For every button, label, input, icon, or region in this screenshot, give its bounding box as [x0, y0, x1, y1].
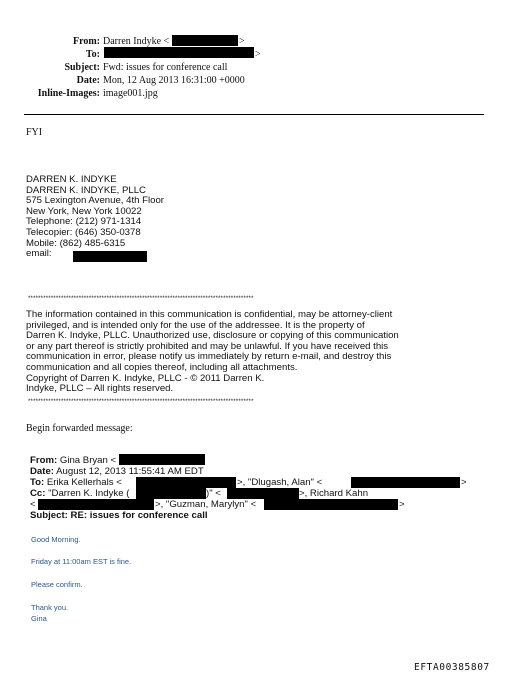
- from-value: Darren Indyke <: [103, 36, 170, 47]
- fwd-cc-mid2: >, Richard Kahn: [299, 488, 369, 499]
- fwd-to-value: Erika Kellerhals <: [46, 477, 122, 488]
- signature-line: 575 Lexington Avenue, 4th Floor: [26, 195, 164, 207]
- signature-line: Mobile: (862) 485-6315: [26, 237, 126, 249]
- fwd-from-label: From:: [30, 455, 58, 466]
- redaction: [136, 488, 206, 499]
- disclaimer-line: Darren K. Indyke, PLLC. Unauthorized use, disclosure or copying of this communication: [26, 330, 399, 342]
- redaction: [104, 47, 254, 58]
- inline-images-value: image001.jpg: [103, 88, 158, 99]
- signature-line: New York, New York 10022: [26, 205, 142, 217]
- redaction: [136, 477, 236, 488]
- fwd-date-label: Date:: [30, 466, 54, 477]
- message-line: Good Morning.: [31, 535, 81, 544]
- disclaimer-line: The information contained in this communication is confidential, may be attorney-client: [26, 309, 393, 320]
- redaction: [264, 499, 398, 510]
- to-tail: >: [255, 49, 261, 60]
- redaction: [227, 488, 299, 499]
- fwd-subject-label: Subject:: [30, 510, 68, 521]
- fwd-from-line: [30, 455, 116, 466]
- disclaimer-line: or any part thereof is strictly prohibited and may be unlawful. If you have received this: [26, 340, 389, 352]
- signature-line: Telecopier: (646) 350-0378: [26, 226, 141, 238]
- fwd-subject-line: [30, 510, 208, 521]
- signature-line: email:: [26, 248, 52, 260]
- fwd-cc2-start: <: [30, 499, 36, 510]
- fwd-date-value: August 12, 2013 11:55:41 AM EDT: [56, 466, 204, 477]
- fwd-cc-mid1: )" <: [206, 488, 221, 499]
- fwd-to-mid: >, "Dlugash, Alan" <: [237, 477, 323, 488]
- disclaimer-block: [26, 310, 399, 395]
- fwd-cc-line: [30, 488, 129, 499]
- message-line: Thank you.: [31, 603, 69, 612]
- fwd-date-line: [30, 466, 204, 477]
- date-value: Mon, 12 Aug 2013 16:31:00 +0000: [103, 75, 245, 86]
- disclaimer-stars-bottom: *****************************************************************************************: [28, 399, 254, 405]
- fwd-cc2-mid: >, "Guzman, Marylyn" <: [155, 499, 257, 510]
- begin-forwarded-text: Begin forwarded message:: [26, 423, 133, 434]
- subject-value: Fwd: issues for conference call: [103, 62, 228, 73]
- from-label: From:: [72, 36, 100, 47]
- redaction: [172, 35, 238, 46]
- fwd-to-label-line: [30, 477, 122, 488]
- fwd-to-tail: >: [461, 477, 467, 488]
- fwd-cc2-tail: >: [399, 499, 405, 510]
- date-label: Date:: [76, 75, 100, 86]
- signature-line: DARREN K. INDYKE: [26, 174, 117, 185]
- signature-block: [26, 175, 164, 260]
- redaction: [73, 251, 147, 262]
- fwd-cc-value: "Darren K. Indyke (: [48, 488, 130, 499]
- disclaimer-line: communication in error, please notify us immediately by return e-mail, and destroy this: [26, 351, 392, 363]
- subject-label: Subject:: [64, 62, 100, 73]
- bates-number: EFTA00385807: [414, 662, 490, 673]
- fyi-text: FYI: [26, 127, 43, 138]
- redaction: [351, 477, 460, 488]
- message-line: Please confirm.: [31, 580, 83, 589]
- fwd-to-label: To:: [30, 477, 45, 488]
- disclaimer-line: communication and all copies thereof, including all attachments.: [26, 361, 298, 373]
- disclaimer-line: privileged, and is intended only for the use of the addressee. It is the property of: [26, 319, 365, 331]
- signature-line: Telephone: (212) 971-1314: [26, 216, 142, 228]
- fwd-from-value: Gina Bryan <: [59, 455, 117, 466]
- fwd-cc-label: Cc:: [30, 488, 46, 499]
- to-label: To:: [85, 49, 100, 60]
- disclaimer-line: Copyright of Darren K. Indyke, PLLC - © 2011 Darren K.: [26, 372, 265, 384]
- redaction: [119, 454, 205, 465]
- redaction: [38, 499, 154, 510]
- from-tail: >: [239, 36, 245, 47]
- header-divider: [24, 114, 484, 115]
- message-line: Gina: [31, 614, 47, 623]
- message-line: Friday at 11:00am EST is fine.: [31, 557, 132, 566]
- disclaimer-line: Indyke, PLLC – All rights reserved.: [26, 383, 174, 395]
- disclaimer-stars-top: *****************************************************************************************: [28, 296, 254, 302]
- fwd-subject-value: RE: issues for conference call: [70, 510, 208, 521]
- inline-images-label: Inline-Images:: [37, 88, 100, 99]
- signature-line: DARREN K. INDYKE, PLLC: [26, 184, 146, 196]
